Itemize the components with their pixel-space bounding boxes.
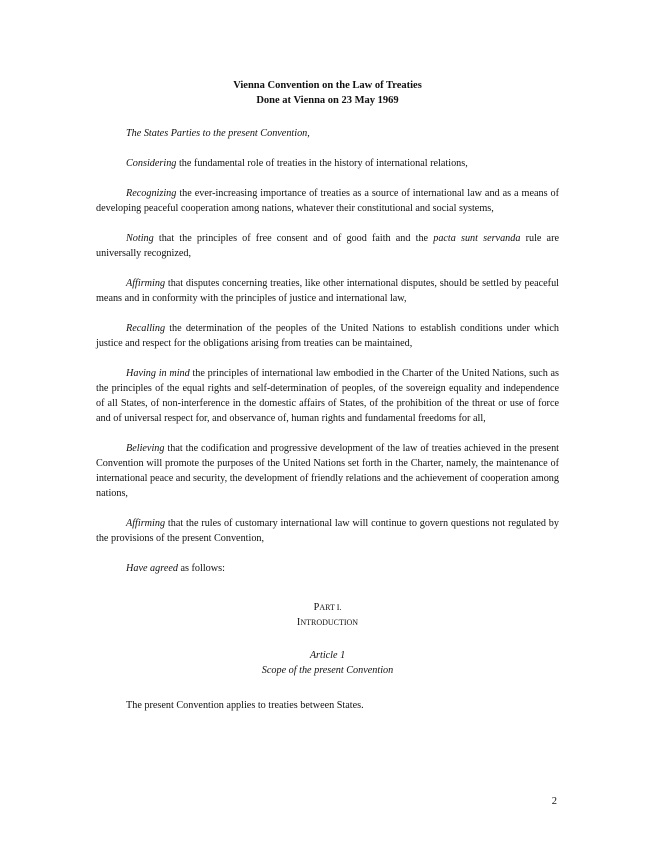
article-text: The present Convention applies to treaties between States.: [126, 700, 364, 711]
article-title: Scope of the present Convention: [261, 665, 394, 676]
part-heading: PART I.: [313, 602, 342, 613]
article-number: Article 1: [309, 650, 346, 661]
opening-line: The States Parties to the present Convention,: [126, 128, 310, 139]
document-subtitle: Done at Vienna on 23 May 1969: [256, 95, 399, 106]
preamble-paragraph-considering: Considering the fundamental role of treaties in the history of international relations,: [126, 158, 468, 169]
preamble-paragraph-noting: Noting that the principles of free consent and of good faith and the pacta sunt servanda rule are universally recognized,: [96, 233, 559, 259]
preamble-paragraph-affirming-customary: Affirming that the rules of customary international law will continue to govern questions not regulated by the provisions of the present Convention,: [96, 518, 559, 544]
part-title: INTRODUCTION: [296, 617, 359, 628]
preamble-paragraph-recognizing: Recognizing the ever-increasing importance of treaties as a source of international law and as a means of developing peaceful cooperation among nations, whatever their constitutional and social systems,: [96, 188, 559, 214]
preamble-paragraph-affirming: Affirming that disputes concerning treaties, like other international disputes, should be settled by peaceful means and in conformity with the principles of justice and international law,: [96, 278, 559, 304]
preamble-paragraph-having-in-mind: Having in mind the principles of international law embodied in the Charter of the United Nations, such as the principles of the equal rights and self-determination of peoples, of the sovereign equality and independence of all States, of non-interference in the domestic affairs of States, of the prohibition of the threat or use of force and of universal respect for, and observance of, human rights and fundamental freedoms for all,: [96, 368, 559, 424]
document-title: Vienna Convention on the Law of Treaties: [233, 80, 422, 91]
preamble-paragraph-recalling: Recalling the determination of the peoples of the United Nations to establish conditions under which justice and respect for the obligations arising from treaties can be maintained,: [96, 323, 559, 349]
preamble-paragraph-have-agreed: Have agreed as follows:: [126, 563, 225, 574]
page-number: 2: [551, 796, 557, 807]
preamble-paragraph-believing: Believing that the codification and progressive development of the law of treaties achieved in the present Convention will promote the purposes of the United Nations set forth in the Charter, namely, the maintenance of international peace and security, the development of friendly relations and the achievement of cooperation among nations,: [96, 443, 559, 499]
